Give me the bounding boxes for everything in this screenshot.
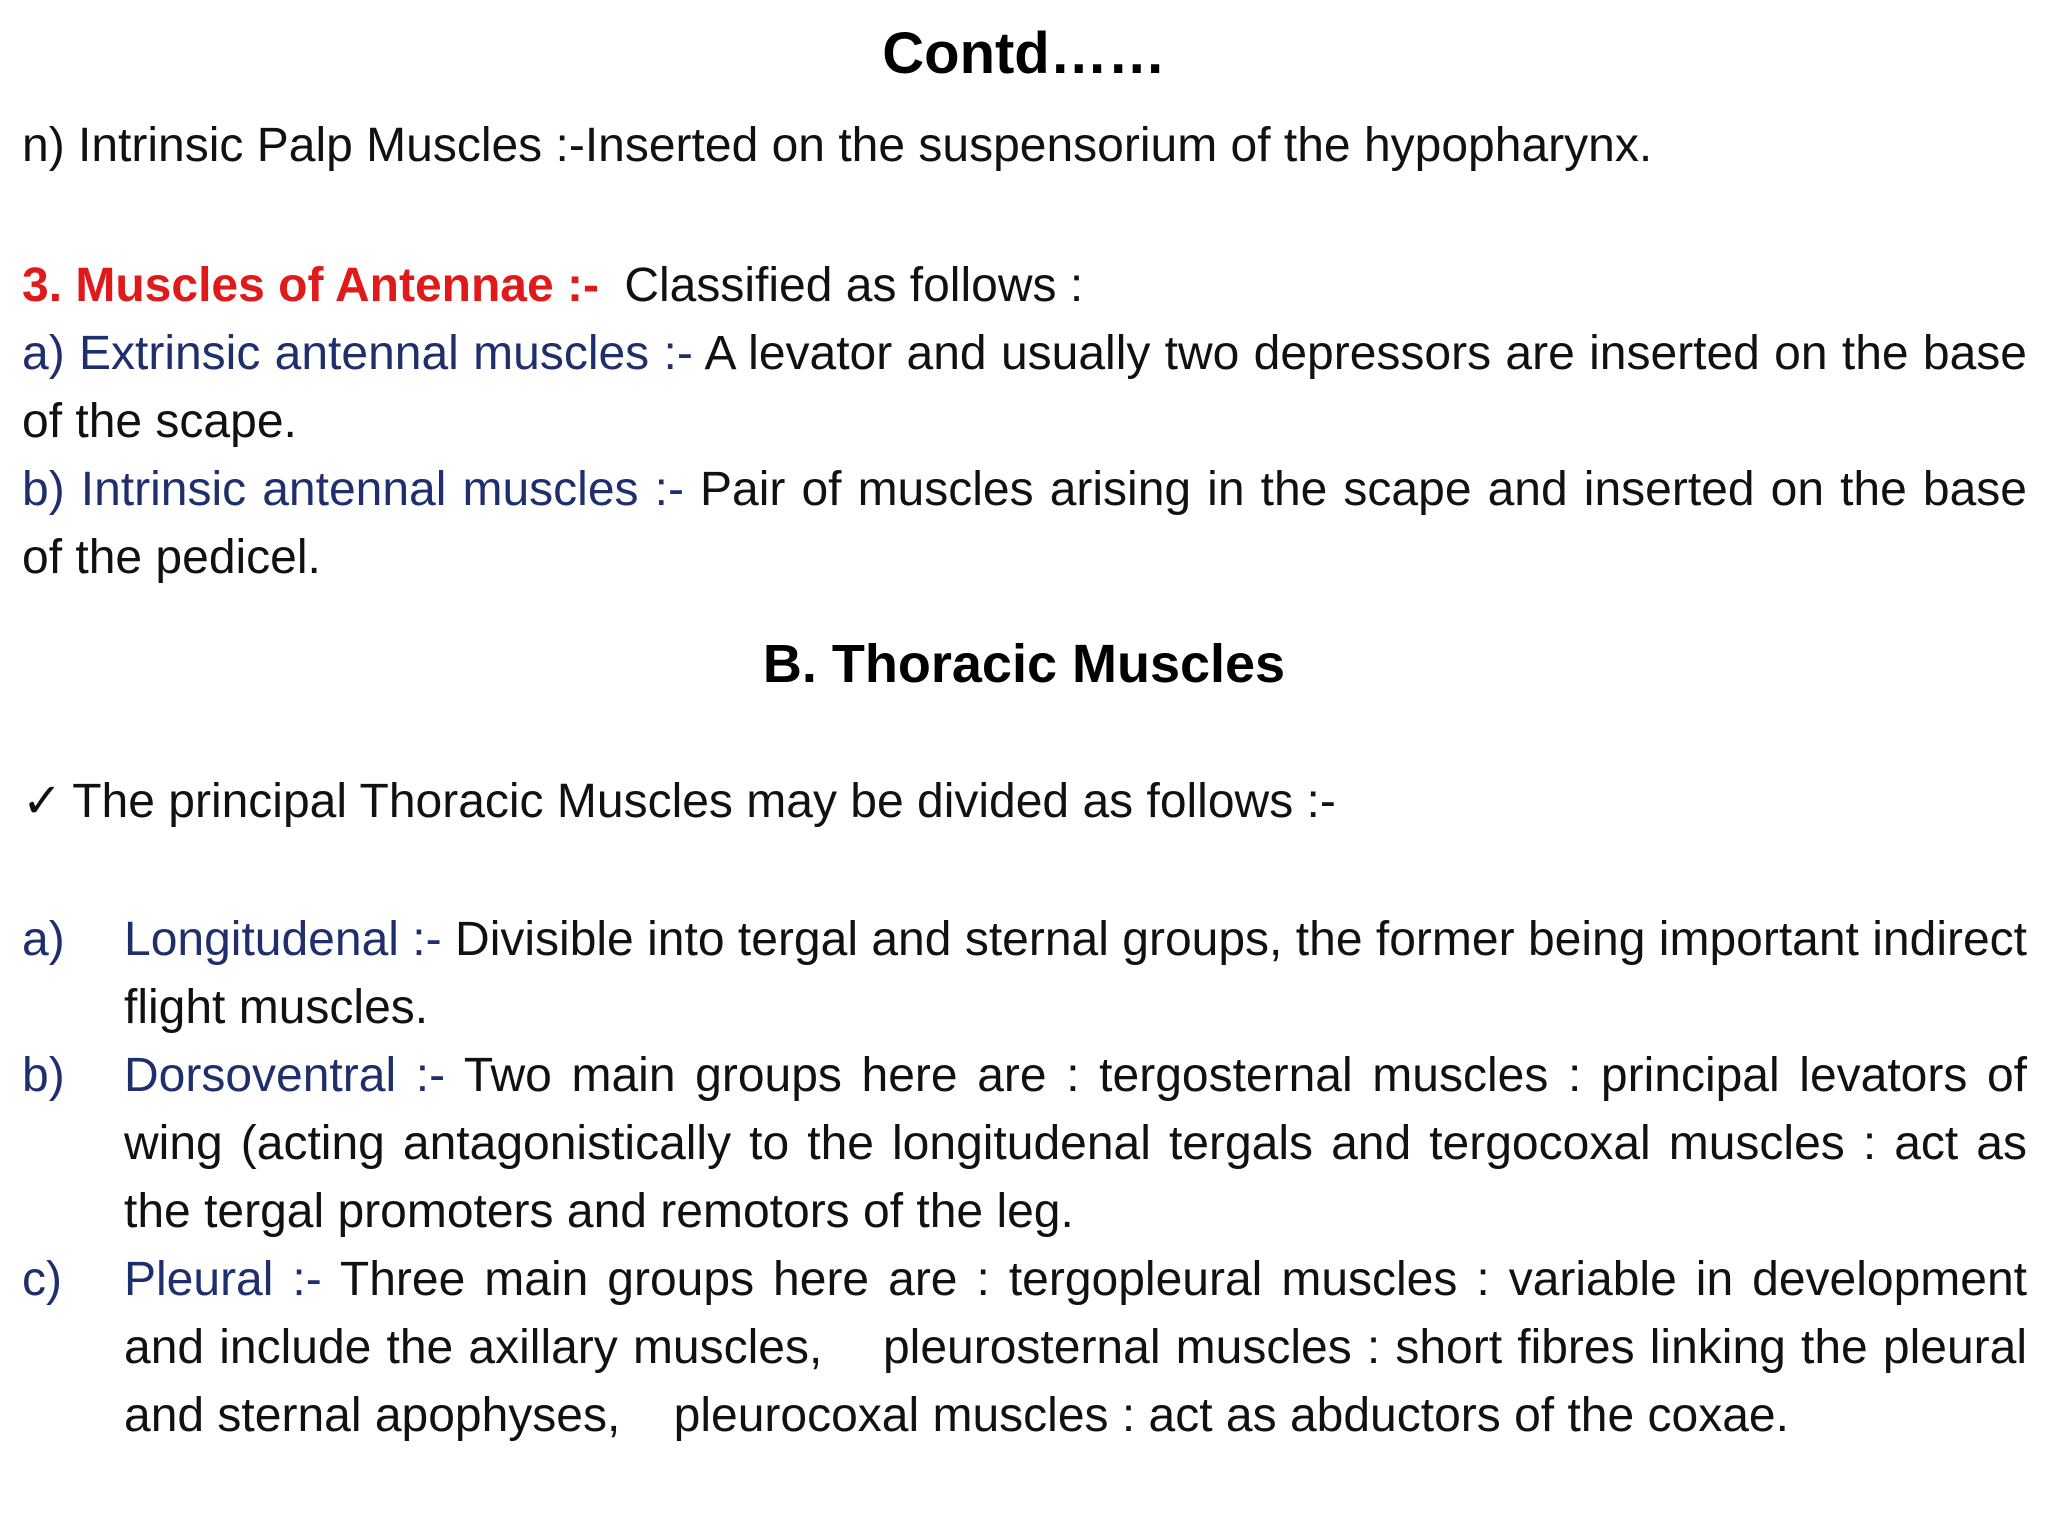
slide-title: Contd……	[882, 21, 1166, 86]
antennae-item-b-label: b) Intrinsic antennal muscles :-	[22, 463, 684, 516]
antennae-heading-line	[22, 252, 2027, 320]
thoracic-item-b	[22, 1042, 2027, 1246]
antennae-heading-rest: Classified as follows :	[624, 259, 1084, 312]
thoracic-item-c-text: Three main groups here are : tergopleural muscles : variable in development and include the axillary muscles, pleurosternal muscles : short fibres linking the pleural and sternal apophyses, pleurocoxal muscles : act as abductors of the coxae.	[124, 1253, 2041, 1442]
thoracic-item-c-marker: c)	[22, 1253, 62, 1306]
thoracic-item-a-marker: a)	[22, 913, 65, 966]
thoracic-item-c	[22, 1246, 2041, 1450]
check-icon: ✓	[22, 775, 63, 828]
antennae-heading: 3. Muscles of Antennae :-	[22, 259, 599, 312]
antennae-item-a-label: a) Extrinsic antennal muscles :-	[22, 327, 693, 380]
thoracic-item-b-term: Dorsoventral :-	[124, 1049, 446, 1102]
thoracic-heading: B. Thoracic Muscles	[762, 634, 1286, 694]
antennae-item-b	[22, 456, 2027, 592]
antennae-item-a-text: A levator and usually two depressors are inserted on the base of the scape.	[22, 327, 2028, 448]
antennae-item-a	[22, 320, 2027, 456]
thoracic-item-b-text: Two main groups here are : tergosternal muscles : principal levators of wing (acting antagonistically to the longitudenal tergals and tergocoxal muscles : act as the tergal promoters and remotors of the leg.	[124, 1049, 2028, 1238]
thoracic-item-a-text: Divisible into tergal and sternal groups, the former being important indirect flight muscles.	[124, 913, 2027, 1034]
thoracic-intro-line	[22, 768, 2027, 836]
thoracic-intro: The principal Thoracic Muscles may be divided as follows :-	[72, 775, 1336, 828]
thoracic-item-a-term: Longitudenal :-	[124, 913, 442, 966]
thoracic-item-c-term: Pleural :-	[124, 1253, 322, 1306]
thoracic-item-c-body	[124, 1246, 2041, 1450]
item-n-line	[22, 112, 2027, 180]
thoracic-item-a	[22, 906, 2027, 1042]
thoracic-item-b-body	[124, 1042, 2027, 1246]
thoracic-item-a-body	[124, 906, 2027, 1042]
item-n-text: n) Intrinsic Palp Muscles :-Inserted on the suspensorium of the hypopharynx.	[22, 119, 1653, 172]
antennae-item-b-text: Pair of muscles arising in the scape and inserted on the base of the pedicel.	[22, 463, 2027, 584]
thoracic-item-b-marker: b)	[22, 1049, 65, 1102]
